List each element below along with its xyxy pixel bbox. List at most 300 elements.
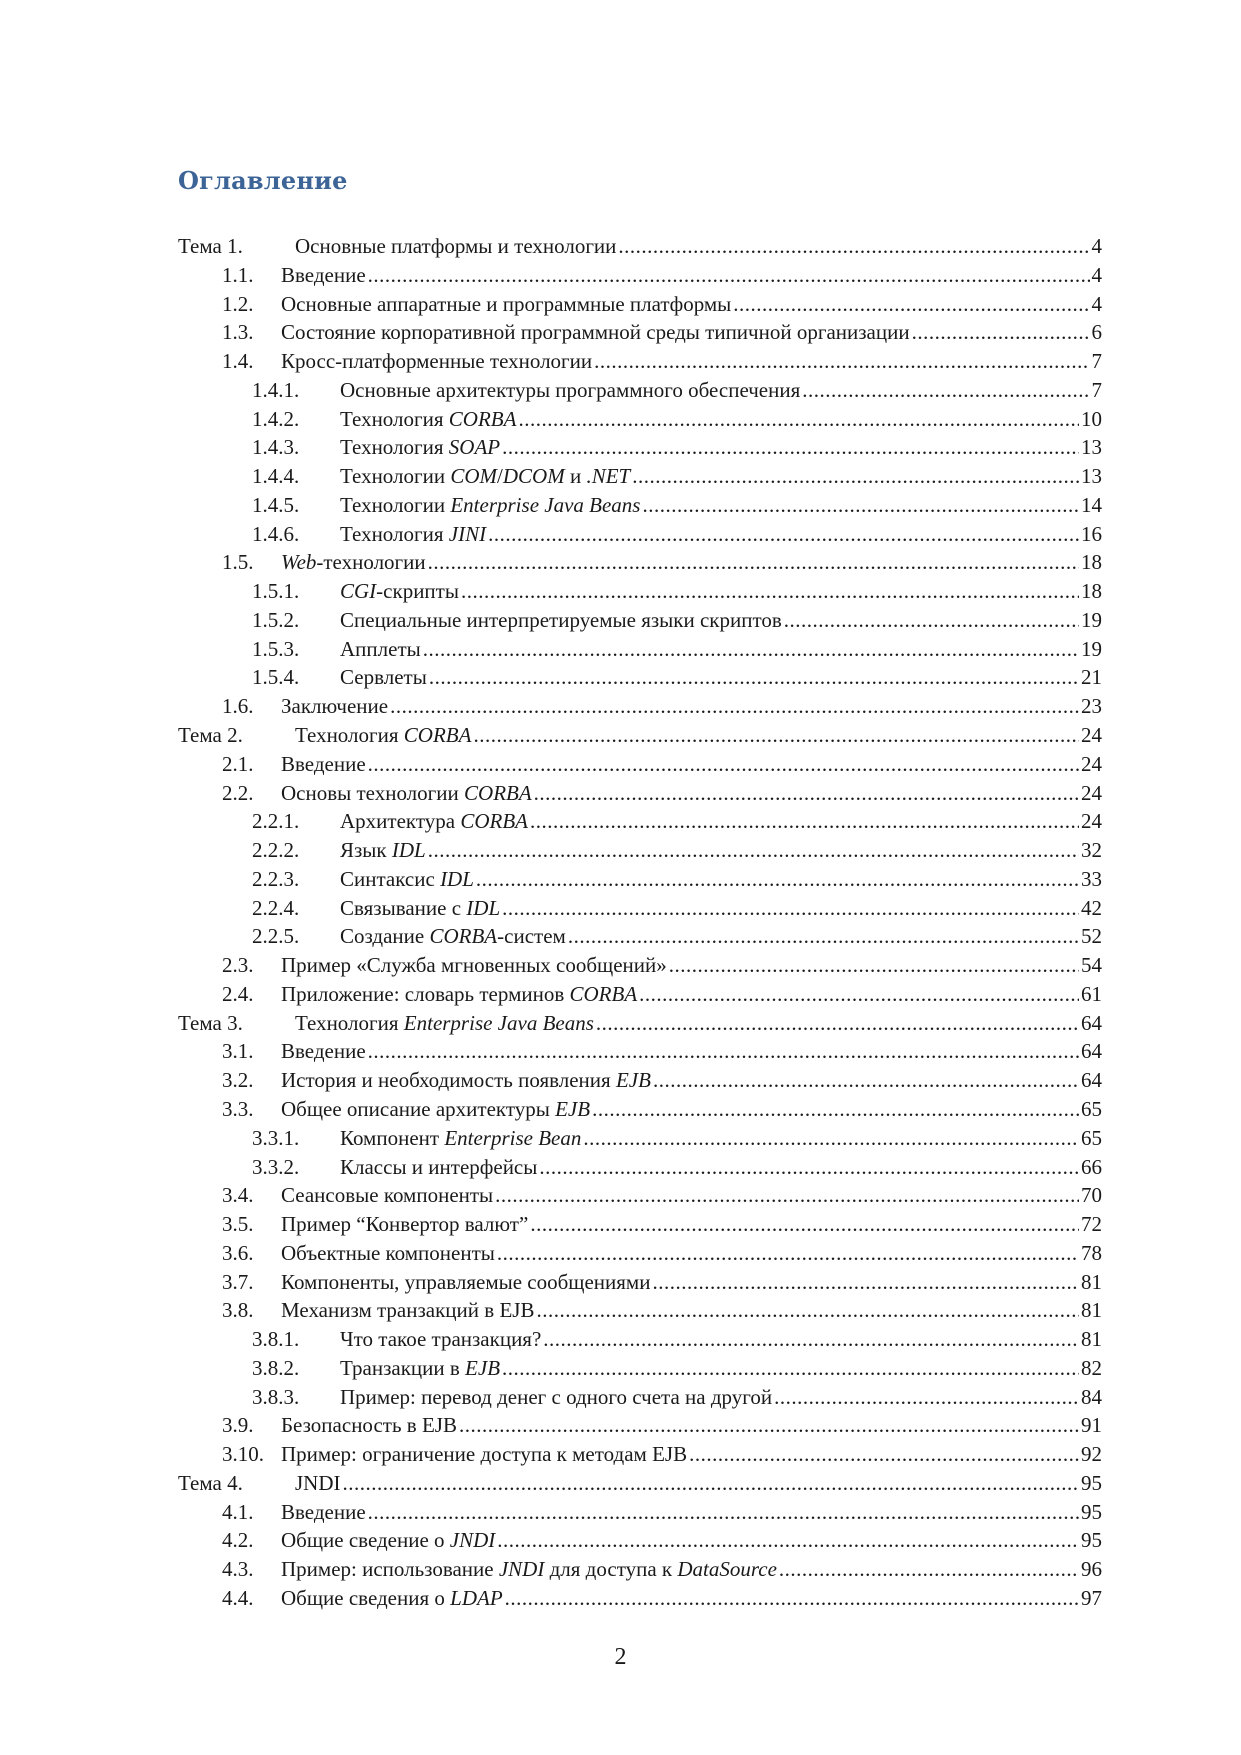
toc-dot-leader	[473, 721, 1079, 749]
toc-entry[interactable]	[178, 1037, 1102, 1066]
toc-entry-title-part: CGI	[340, 579, 377, 604]
toc-entry[interactable]	[178, 1469, 1102, 1498]
toc-dot-leader	[368, 1037, 1079, 1065]
toc-entry-title-part: Основные платформы и технологии	[295, 234, 617, 258]
toc-entry-title-part: DataSource	[677, 1557, 777, 1582]
toc-dot-leader	[497, 1526, 1079, 1554]
toc-entry[interactable]	[178, 807, 1102, 836]
toc-entry[interactable]	[178, 290, 1102, 319]
toc-entry-title	[281, 1411, 457, 1439]
toc-entry-page: 95	[1081, 1528, 1102, 1553]
toc-dot-leader	[912, 318, 1090, 346]
toc-entry-title-part: -технологии	[316, 550, 426, 575]
toc-entry[interactable]	[178, 922, 1102, 951]
toc-entry-page: 10	[1081, 406, 1102, 431]
toc-entry-number: 2.1.	[222, 751, 254, 776]
toc-entry-title-part: Состояние корпоративной программной среды типичной организации	[281, 320, 910, 345]
toc-entry-title	[281, 692, 388, 720]
toc-entry-number: 3.8.2.	[252, 1355, 300, 1380]
toc-entry-title-part: Механизм транзакций в EJB	[281, 1298, 535, 1323]
toc-dot-leader	[568, 922, 1079, 950]
toc-entry-title	[340, 865, 474, 893]
toc-entry-page: 18	[1081, 550, 1102, 575]
toc-entry-title	[340, 663, 427, 691]
toc-entry-title-part: Enterprise Java Beans	[450, 492, 641, 517]
toc-entry-title-part: Основные архитектуры программного обеспечения	[340, 377, 801, 402]
toc-entry-page: 24	[1081, 751, 1102, 776]
toc-dot-leader	[459, 1411, 1079, 1439]
toc-entry-page: 65	[1081, 1125, 1102, 1150]
toc-entry-title	[340, 1354, 500, 1382]
toc-entry-title-part: Технологии	[340, 464, 451, 489]
toc-entry-title	[340, 1124, 581, 1152]
toc-entry[interactable]	[178, 261, 1102, 290]
toc-entry-number: 2.2.5.	[252, 924, 300, 949]
toc-entry-title-part: Enterprise Java Beans	[403, 1010, 594, 1035]
toc-entry-title-part: Технология	[340, 435, 449, 460]
toc-entry-number: 3.4.	[222, 1183, 254, 1208]
toc-entry-title-part: Транзакции в	[340, 1355, 466, 1380]
toc-entry-page: 33	[1081, 866, 1102, 891]
toc-entry-number: 3.3.2.	[252, 1154, 300, 1179]
toc-dot-leader	[596, 1009, 1079, 1037]
toc-entry-title	[295, 232, 616, 260]
toc-entry[interactable]	[178, 1095, 1102, 1124]
toc-entry-page: 16	[1081, 521, 1102, 546]
toc-entry[interactable]	[178, 232, 1102, 261]
toc-entry-page: 66	[1081, 1154, 1102, 1179]
toc-entry-number: Тема 3.	[178, 1010, 243, 1035]
toc-entry-title	[281, 1526, 495, 1554]
toc-entry-title-part: Специальные интерпретируемые языки скриптов	[340, 607, 782, 632]
toc-entry-title	[340, 606, 782, 634]
toc-dot-leader	[774, 1383, 1079, 1411]
toc-entry-page: 64	[1081, 1010, 1102, 1035]
toc-entry-page: 96	[1081, 1557, 1102, 1582]
toc-entry-title	[340, 376, 800, 404]
toc-entry-title-part: IDL	[466, 895, 501, 920]
toc-entry-page: 65	[1081, 1096, 1102, 1121]
toc-entry-title-part: Пример «Служба мгновенных сообщений»	[281, 953, 667, 978]
toc-entry-page: 78	[1081, 1240, 1102, 1265]
toc-dot-leader	[689, 1440, 1079, 1468]
toc-entry-number: 1.5.3.	[252, 636, 300, 661]
toc-dot-leader	[518, 405, 1079, 433]
toc-entry-title-part: Технологии	[340, 492, 451, 517]
toc-dot-leader	[639, 980, 1079, 1008]
toc-entry-title	[340, 462, 630, 490]
toc-entry-number: 3.2.	[222, 1068, 254, 1093]
toc-entry-title-part: Введение	[281, 751, 366, 776]
toc-entry-page: 4	[1091, 291, 1102, 316]
toc-entry-title-part: Архитектура	[340, 809, 461, 834]
toc-entry-title-part: /	[497, 464, 503, 489]
toc-entry-number: 4.2.	[222, 1528, 254, 1553]
toc-dot-leader	[733, 290, 1089, 318]
toc-entry-title-part: CORBA	[460, 809, 528, 834]
toc-entry-title-part: История и необходимость появления	[281, 1068, 616, 1093]
toc-entry[interactable]	[178, 376, 1102, 405]
toc-entry-title	[281, 980, 637, 1008]
toc-entry-page: 13	[1081, 435, 1102, 460]
toc-entry-title	[281, 1498, 366, 1526]
toc-entry-title	[340, 577, 459, 605]
toc-entry-title-part: SOAP	[448, 435, 501, 460]
toc-entry-title	[281, 261, 366, 289]
toc-dot-leader	[495, 1181, 1079, 1209]
toc-dot-leader	[502, 894, 1079, 922]
toc-entry[interactable]	[178, 548, 1102, 577]
toc-entry-title-part: Классы и интерфейсы	[340, 1154, 538, 1179]
toc-entry-title	[295, 721, 471, 749]
toc-entry-number: 3.3.1.	[252, 1125, 300, 1150]
toc-entry-title-part: CORBA	[569, 981, 638, 1006]
toc-entry-page: 70	[1081, 1183, 1102, 1208]
toc-dot-leader	[530, 807, 1079, 835]
toc-entry-title	[281, 1584, 503, 1612]
toc-entry-title-part: Enterprise Bean	[444, 1125, 582, 1150]
toc-entry-page: 82	[1081, 1355, 1102, 1380]
toc-entry-title-part: и	[564, 464, 587, 489]
toc-entry-number: Тема 1.	[178, 234, 243, 258]
toc-entry[interactable]	[178, 1124, 1102, 1153]
toc-dot-leader	[390, 692, 1079, 720]
toc-dot-leader	[653, 1066, 1079, 1094]
toc-dot-leader	[428, 548, 1079, 576]
toc-entry-number: 2.2.2.	[252, 838, 300, 863]
toc-entry-page: 95	[1081, 1499, 1102, 1524]
toc-entry-title	[281, 1181, 493, 1209]
toc-entry-page: 84	[1081, 1384, 1102, 1409]
toc-entry[interactable]	[178, 318, 1102, 347]
toc-entry-number: 2.2.4.	[252, 895, 300, 920]
toc-entry-title-part: Основные аппаратные и программные платформы	[281, 291, 732, 316]
toc-entry-page: 92	[1081, 1442, 1102, 1467]
toc-entry-title	[295, 1469, 341, 1497]
toc-entry-title-part: Компонент	[340, 1125, 445, 1150]
toc-entry-title-part: -скрипты	[376, 579, 459, 604]
page-number: 2	[614, 1644, 627, 1670]
toc-entry[interactable]	[178, 433, 1102, 462]
toc-entry-title-part: Пример: ограничение доступа к методам EJB	[281, 1442, 688, 1467]
toc-entry-title-part: COM	[450, 464, 498, 489]
toc-entry-title-part: для доступа к	[544, 1557, 678, 1582]
toc-entry[interactable]	[178, 1526, 1102, 1555]
toc-entry-title-part: CORBA	[464, 780, 532, 805]
toc-dot-leader	[642, 491, 1079, 519]
toc-entry-title-part: LDAP	[450, 1585, 503, 1610]
toc-entry-number: 3.8.1.	[252, 1327, 300, 1352]
toc-dot-leader	[652, 1268, 1079, 1296]
toc-entry-title-part: CORBA	[429, 924, 498, 949]
toc-entry[interactable]	[178, 1498, 1102, 1527]
toc-entry-title	[340, 836, 426, 864]
toc-entry-title	[281, 1440, 687, 1468]
toc-entry-number: 1.3.	[222, 320, 254, 345]
toc-dot-leader	[368, 1498, 1079, 1526]
toc-entry-title	[281, 1296, 534, 1324]
toc-entry-number: 4.3.	[222, 1557, 254, 1582]
toc-entry-number: 1.4.	[222, 349, 254, 374]
toc-entry-title	[281, 290, 731, 318]
toc-entry[interactable]	[178, 951, 1102, 980]
toc-entry-title-part: Основы технологии	[281, 780, 465, 805]
toc-entry-title	[340, 491, 640, 519]
toc-entry[interactable]	[178, 405, 1102, 434]
toc-entry-page: 52	[1081, 924, 1102, 949]
toc-entry-page: 24	[1081, 723, 1102, 748]
toc-entry-number: 3.1.	[222, 1039, 254, 1064]
toc-entry-title-part: Общие сведение о	[281, 1528, 450, 1553]
toc-entry[interactable]	[178, 1296, 1102, 1325]
toc-entry-title-part: Пример: перевод денег с одного счета на другой	[340, 1384, 773, 1409]
toc-entry-number: 3.3.	[222, 1096, 254, 1121]
toc-entry[interactable]	[178, 894, 1102, 923]
toc-entry-title-part: Технология	[340, 406, 449, 431]
toc-entry[interactable]	[178, 1239, 1102, 1268]
toc-entry[interactable]	[178, 865, 1102, 894]
toc-entry-title-part: CORBA	[403, 723, 472, 748]
toc-entry-page: 72	[1081, 1212, 1102, 1237]
toc-entry-number: 4.1.	[222, 1499, 254, 1524]
toc-entry-title	[281, 548, 426, 576]
toc-entry-title	[340, 433, 500, 461]
toc-entry-page: 7	[1091, 377, 1102, 402]
toc-entry-number: 2.2.	[222, 780, 254, 805]
toc-entry-number: 1.5.4.	[252, 665, 300, 690]
toc-entry-number: 3.10.	[222, 1442, 264, 1467]
toc-entry-title	[281, 779, 532, 807]
toc-entry-title-part: Пример “Конвертор валют”	[281, 1212, 529, 1237]
toc-entry-title	[340, 922, 566, 950]
toc-dot-leader	[530, 1210, 1079, 1238]
toc-entry-title	[340, 405, 516, 433]
toc-entry[interactable]	[178, 663, 1102, 692]
toc-entry[interactable]	[178, 1009, 1102, 1038]
toc-entry-title	[281, 1239, 495, 1267]
toc-entry-title	[340, 807, 528, 835]
toc-entry-number: 3.8.3.	[252, 1384, 300, 1409]
toc-entry-number: Тема 2.	[178, 723, 243, 748]
toc-entry-title-part: Общее описание архитектуры	[281, 1096, 556, 1121]
toc-entry-title-part: JNDI	[295, 1470, 341, 1495]
toc-dot-leader	[594, 347, 1089, 375]
toc-entry-page: 42	[1081, 895, 1102, 920]
toc-entry[interactable]	[178, 462, 1102, 491]
toc-entry-number: 3.8.	[222, 1298, 254, 1323]
toc-entry-number: 1.5.1.	[252, 579, 300, 604]
toc-entry-title-part: Безопасность в EJB	[281, 1413, 457, 1438]
toc-dot-leader	[534, 779, 1079, 807]
toc-dot-leader	[502, 433, 1079, 461]
toc-entry[interactable]	[178, 635, 1102, 664]
toc-entry-title-part: Язык	[340, 838, 392, 863]
toc-entry-page: 81	[1081, 1269, 1102, 1294]
toc-entry-title-part: Кросс-платформенные технологии	[281, 349, 593, 374]
toc-entry-page: 4	[1091, 234, 1102, 258]
toc-entry-page: 13	[1081, 464, 1102, 489]
toc-entry[interactable]	[178, 1325, 1102, 1354]
toc-entry-page: 6	[1091, 320, 1102, 345]
toc-entry-number: 4.4.	[222, 1585, 254, 1610]
toc-entry-number: 2.3.	[222, 953, 254, 978]
toc-entry-number: 2.4.	[222, 981, 254, 1006]
toc-entry-title-part: DCOM	[502, 464, 565, 489]
toc-dot-leader	[802, 376, 1089, 404]
toc-entry-page: 97	[1081, 1585, 1102, 1610]
toc-entry[interactable]	[178, 606, 1102, 635]
toc-entry[interactable]	[178, 1066, 1102, 1095]
toc-entry-title-part: Web	[281, 550, 317, 575]
toc-entry-title-part: JNDI	[498, 1557, 545, 1582]
toc-entry-number: 1.2.	[222, 291, 254, 316]
toc-dot-leader	[543, 1325, 1079, 1353]
toc-entry-page: 91	[1081, 1413, 1102, 1438]
toc-dot-leader	[461, 577, 1079, 605]
toc-entry-page: 81	[1081, 1327, 1102, 1352]
toc-entry-page: 24	[1081, 780, 1102, 805]
toc-entry[interactable]	[178, 980, 1102, 1009]
toc-entry-title-part: Связывание с	[340, 895, 467, 920]
toc-entry-title-part: Компоненты, управляемые сообщениями	[281, 1269, 651, 1294]
toc-entry[interactable]	[178, 721, 1102, 750]
toc-entry-title	[281, 1210, 528, 1238]
toc-entry-title-part: Синтаксис	[340, 866, 441, 891]
toc-entry-page: 64	[1081, 1039, 1102, 1064]
toc-entry[interactable]	[178, 1440, 1102, 1469]
toc-entry-page: 61	[1081, 981, 1102, 1006]
toc-dot-leader	[368, 261, 1090, 289]
toc-entry-page: 23	[1081, 694, 1102, 719]
toc-dot-leader	[488, 520, 1079, 548]
toc-dot-leader	[669, 951, 1079, 979]
toc-entry-title-part: Что такое транзакция?	[340, 1327, 542, 1352]
toc-entry-title-part: Введение	[281, 1039, 366, 1064]
toc-dot-leader	[497, 1239, 1079, 1267]
toc-entry-number: 1.4.3.	[252, 435, 300, 460]
toc-dot-leader	[779, 1555, 1079, 1583]
toc-entry-page: 21	[1081, 665, 1102, 690]
toc-dot-leader	[592, 1095, 1079, 1123]
toc-entry-page: 54	[1081, 953, 1102, 978]
toc-entry-number: 2.2.1.	[252, 809, 300, 834]
toc-entry-page: 32	[1081, 838, 1102, 863]
toc-entry-title-part: EJB	[465, 1355, 501, 1380]
toc-entry-title	[281, 1555, 777, 1583]
toc-entry[interactable]	[178, 1153, 1102, 1182]
toc-entry[interactable]	[178, 1210, 1102, 1239]
toc-entry[interactable]	[178, 1411, 1102, 1440]
toc-entry-number: 1.4.1.	[252, 377, 300, 402]
toc-entry-title	[281, 750, 366, 778]
toc-entry[interactable]	[178, 1181, 1102, 1210]
toc-entry-title-part: -систем	[497, 924, 566, 949]
toc-entry-title-part: Заключение	[281, 694, 389, 719]
toc-entry[interactable]	[178, 1555, 1102, 1584]
toc-dot-leader	[502, 1354, 1079, 1382]
toc-entry-number: 1.1.	[222, 262, 254, 287]
toc-entry-title	[340, 635, 421, 663]
toc-entry-title	[281, 1095, 590, 1123]
toc-entry-title	[281, 1037, 366, 1065]
toc-entry[interactable]	[178, 491, 1102, 520]
toc-entry-title-part: Сервлеты	[340, 665, 427, 690]
toc-dot-leader	[618, 232, 1089, 260]
toc-entry-number: 3.6.	[222, 1240, 254, 1265]
toc-entry-number: 1.5.2.	[252, 607, 300, 632]
toc-entry-title	[281, 951, 667, 979]
toc-entry[interactable]	[178, 1383, 1102, 1412]
toc-dot-leader	[428, 836, 1079, 864]
toc-dot-leader	[536, 1296, 1079, 1324]
toc-entry-title-part: CORBA	[448, 406, 517, 431]
toc-entry[interactable]	[178, 347, 1102, 376]
toc-entry-title	[281, 1268, 650, 1296]
toc-entry-title	[281, 1066, 651, 1094]
toc-entry-page: 19	[1081, 607, 1102, 632]
toc-entry-number: 3.7.	[222, 1269, 254, 1294]
toc-entry[interactable]	[178, 1268, 1102, 1297]
toc-entry-title	[295, 1009, 594, 1037]
toc-entry[interactable]	[178, 1584, 1102, 1613]
toc-entry[interactable]	[178, 750, 1102, 779]
toc-dot-leader	[539, 1153, 1079, 1181]
toc-dot-leader	[632, 462, 1079, 490]
toc-entry[interactable]	[178, 577, 1102, 606]
toc-dot-leader	[583, 1124, 1079, 1152]
toc-entry[interactable]	[178, 1354, 1102, 1383]
toc-entry-title-part: Общие сведения о	[281, 1585, 451, 1610]
toc-entry-title-part: Технология	[295, 1010, 404, 1035]
toc-entry[interactable]	[178, 836, 1102, 865]
toc-entry-number: 1.4.4.	[252, 464, 300, 489]
page-title: Оглавление	[178, 166, 348, 195]
toc-entry-title-part: JNDI	[449, 1528, 496, 1553]
toc-entry[interactable]	[178, 692, 1102, 721]
toc-entry-number: 3.9.	[222, 1413, 254, 1438]
toc-entry-page: 4	[1091, 262, 1102, 287]
toc-entry-title-part: Пример: использование	[281, 1557, 499, 1582]
toc-entry-title-part: IDL	[391, 838, 426, 863]
toc-entry-page: 81	[1081, 1298, 1102, 1323]
toc-entry-title-part: Технология	[295, 723, 404, 748]
toc-entry-title	[340, 520, 486, 548]
toc-entry-page: 7	[1091, 349, 1102, 374]
toc-entry-title-part: Введение	[281, 1499, 366, 1524]
toc-entry-title-part: Введение	[281, 262, 366, 287]
toc-entry-page: 19	[1081, 636, 1102, 661]
toc-entry-title-part: Апплеты	[340, 636, 421, 661]
toc-entry-title-part: Приложение: словарь терминов	[281, 981, 570, 1006]
toc-entry-page: 14	[1081, 492, 1102, 517]
toc-entry[interactable]	[178, 520, 1102, 549]
toc-entry-title-part: Сеансовые компоненты	[281, 1183, 494, 1208]
toc-entry-title-part: IDL	[440, 866, 474, 891]
toc-entry[interactable]	[178, 779, 1102, 808]
toc-dot-leader	[423, 635, 1079, 663]
toc-entry-number: 1.4.6.	[252, 521, 300, 546]
toc-entry-title-part: Объектные компоненты	[281, 1240, 495, 1265]
toc-dot-leader	[505, 1584, 1079, 1612]
toc-entry-number: 1.5.	[222, 550, 254, 575]
toc-entry-title	[340, 894, 500, 922]
toc-entry-title	[281, 318, 910, 346]
toc-dot-leader	[429, 663, 1079, 691]
toc-entry-title-part: EJB	[555, 1096, 591, 1121]
toc-entry-title	[340, 1325, 541, 1353]
toc-dot-leader	[476, 865, 1079, 893]
toc-dot-leader	[343, 1469, 1080, 1497]
